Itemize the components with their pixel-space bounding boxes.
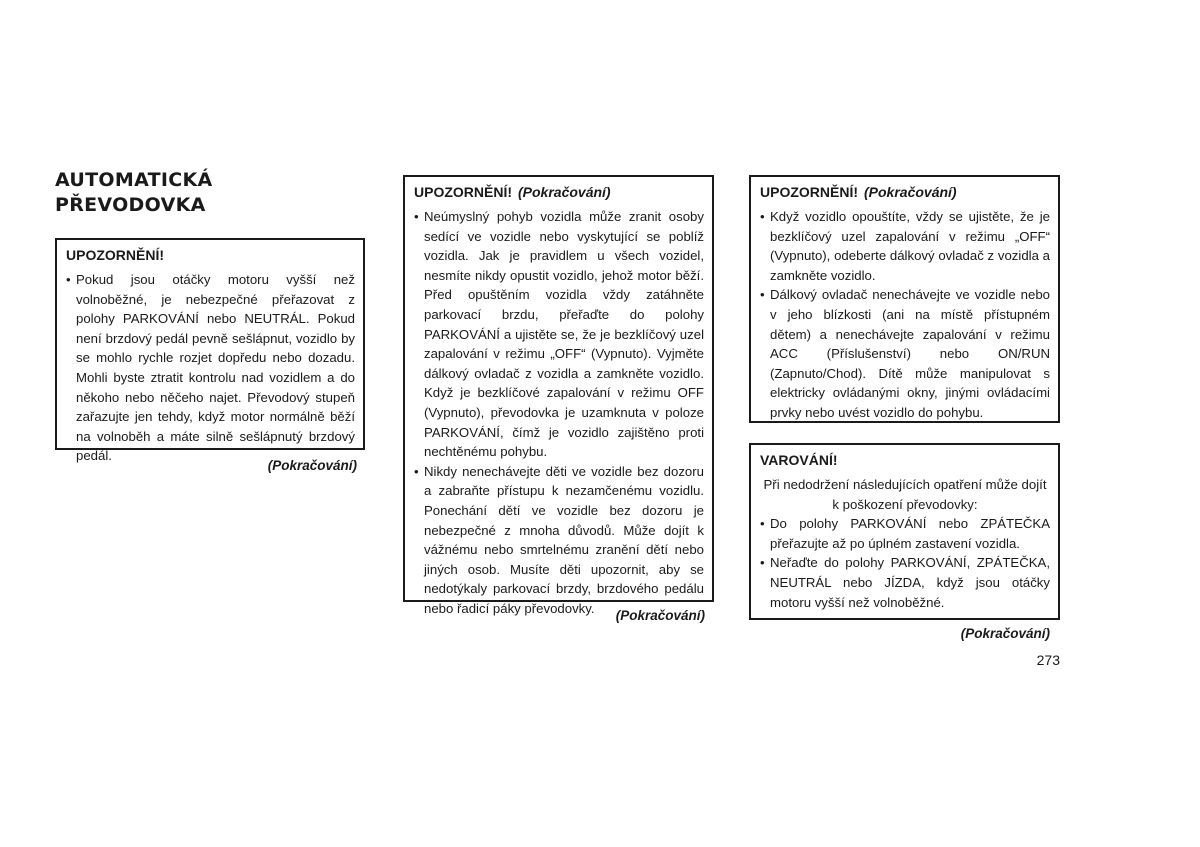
- continued-label-2: (Pokračování): [615, 608, 705, 623]
- list-item: • Nikdy nenechávejte děti ve vozidle bez dozoru a zabraňte přístupu k nezamčenému vozidlu. Ponechání dětí ve vozidle bez dozoru je nebezpečné z mnoha důvodů. Může dojít k vážnému nebo smrtelnému zranění dětí nebo jiných osob. Musíte děti upozornit, aby se nedotýkaly parkovací brzdy, brzdového pedálu nebo řadicí páky převodovky.: [414, 462, 704, 619]
- list-item: • Když vozidlo opouštíte, vždy se ujistěte, že je bezklíčový uzel zapalování v režimu „OFF“ (Vypnuto), odeberte dálkový ovladač z vozidla a zamkněte vozidlo.: [760, 207, 1050, 285]
- warning-box-1-title: UPOZORNĚNÍ!: [66, 247, 164, 263]
- caution-box-list: [760, 514, 1050, 612]
- list-item: • Neúmyslný pohyb vozidla může zranit osoby sedící ve vozidle nebo vyskytující se poblíž vozidla. Jak je pravidlem u všech vozidel, nesmíte nikdy opustit vozidlo, jehož motor běží. Před opuštěním vozidla vždy zatáhněte parkovací brzdu, přeřaďte do polohy PARKOVÁNÍ a ujistěte se, že je bezklíčový uzel zapalování v režimu „OFF“ (Vypnuto). Vyjměte dálkový ovladač z vozidla a zamkněte vozidlo. Když je bezklíčové zapalování v režimu OFF (Vypnuto), převodovka je uzamknuta v poloze PARKOVÁNÍ, čímž je vozidlo zajištěno proti nechtěnému pohybu.: [414, 207, 704, 462]
- caution-box-title: VAROVÁNÍ!: [760, 452, 838, 468]
- warning-box-1: [55, 238, 365, 464]
- warning-box-3-title-continued: (Pokračování): [864, 184, 957, 200]
- caution-box-intro: Při nedodržení následujících opatření může dojít k poškození převodovky:: [763, 477, 1047, 512]
- warning-box-2-title-continued: (Pokračování): [518, 184, 611, 200]
- warning-box-3-title: [760, 184, 1050, 201]
- caution-box: [749, 443, 1060, 620]
- page-number: 273: [1036, 652, 1060, 668]
- continued-label-3: (Pokračování): [960, 626, 1050, 641]
- section-title: AUTOMATICKÁ PŘEVODOVKA: [55, 169, 213, 216]
- warning-box-2-title-text: UPOZORNĚNÍ!: [414, 184, 512, 200]
- warning-box-1-list: [66, 270, 355, 466]
- warning-box-3: [749, 175, 1060, 423]
- warning-box-2-list: [414, 207, 704, 618]
- warning-box-3-title-text: UPOZORNĚNÍ!: [760, 184, 858, 200]
- list-item: • Do polohy PARKOVÁNÍ nebo ZPÁTEČKA přeřazujte až po úplném zastavení vozidla.: [760, 514, 1050, 553]
- continued-label-1: (Pokračování): [267, 458, 357, 473]
- warning-box-2-title: [414, 184, 704, 201]
- list-item: • Dálkový ovladač nenechávejte ve vozidle nebo v jeho blízkosti (ani na místě přístupném dětem) a nenechávejte zapalování v režimu ACC (Příslušenství) nebo ON/RUN (Zapnuto/Chod). Dítě může manipulovat s elektricky ovládanými okny, jinými ovládacími prvky nebo uvést vozidlo do pohybu.: [760, 285, 1050, 422]
- warning-box-3-list: [760, 207, 1050, 423]
- list-item: • Pokud jsou otáčky motoru vyšší než volnoběžné, je nebezpečné přeřazovat z polohy PARKOVÁNÍ nebo NEUTRÁL. Pokud není brzdový pedál pevně sešlápnut, vozidlo by se mohlo rychle rozjet dopředu nebo dozadu. Mohli byste ztratit kontrolu nad vozidlem a do někoho nebo něčeho najet. Převodový stupeň zařazujte jen tehdy, když motor normálně běží na volnoběh a máte silně sešlápnutý brzdový pedál.: [66, 270, 355, 466]
- warning-box-2: [403, 175, 714, 616]
- list-item: • Neřaďte do polohy PARKOVÁNÍ, ZPÁTEČKA, NEUTRÁL nebo JÍZDA, když jsou otáčky motoru vyšší než volnoběžné.: [760, 553, 1050, 612]
